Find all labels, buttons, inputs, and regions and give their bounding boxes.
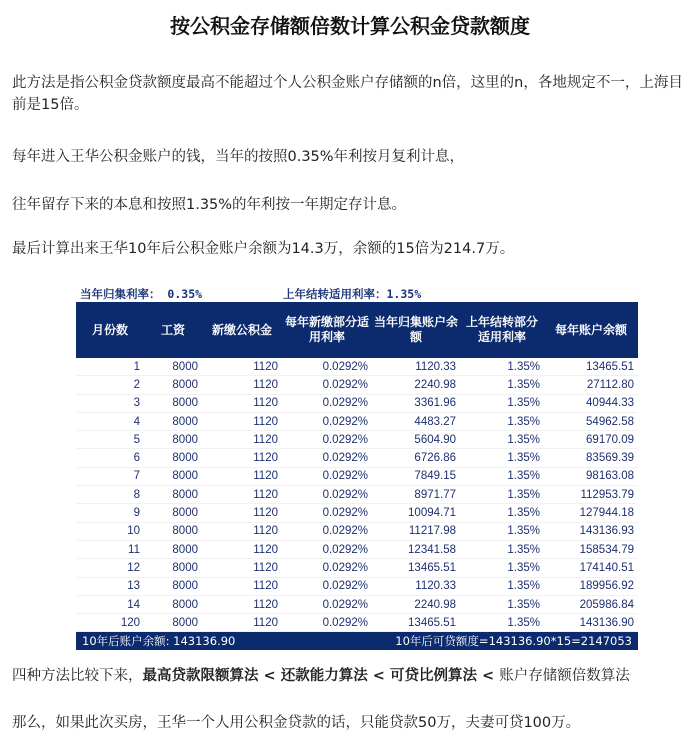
cell-new-rate: 0.0292% — [282, 412, 372, 430]
cell-annual-balance: 98163.08 — [544, 467, 638, 485]
cell-month: 13 — [76, 577, 144, 595]
cell-prior-rate: 1.35% — [460, 449, 544, 467]
cell-contribution: 1120 — [202, 449, 282, 467]
cell-contribution: 1120 — [202, 376, 282, 394]
paragraph-method-description: 此方法是指公积金贷款额度最高不能超过个人公积金账户存储额的n倍，这里的n，各地规定不一，上海目前是15倍。 — [12, 75, 683, 113]
cell-contribution: 1120 — [202, 394, 282, 412]
cell-contribution: 1120 — [202, 559, 282, 577]
rate-info-row — [78, 286, 638, 302]
cell-month: 4 — [76, 412, 144, 430]
prior-year-rate: 上年结转适用利率：1.35% — [283, 287, 422, 301]
cell-annual-balance: 143136.93 — [544, 522, 638, 540]
cell-prior-rate: 1.35% — [460, 431, 544, 449]
cell-current-balance: 6726.86 — [372, 449, 460, 467]
table-row — [76, 595, 638, 613]
cell-month: 3 — [76, 394, 144, 412]
cell-current-balance: 10094.71 — [372, 504, 460, 522]
cell-month: 12 — [76, 559, 144, 577]
cell-prior-rate: 1.35% — [460, 486, 544, 504]
cell-current-balance: 4483.27 — [372, 412, 460, 430]
comparison-suffix: 账户存储额倍数算法 — [499, 668, 630, 684]
table-row — [76, 358, 638, 376]
cell-salary: 8000 — [144, 504, 202, 522]
cell-prior-rate: 1.35% — [460, 412, 544, 430]
cell-salary: 8000 — [144, 412, 202, 430]
cell-month: 5 — [76, 431, 144, 449]
cell-annual-balance: 40944.33 — [544, 394, 638, 412]
cell-contribution: 1120 — [202, 577, 282, 595]
table-row — [76, 376, 638, 394]
cell-salary: 8000 — [144, 577, 202, 595]
cell-annual-balance: 205986.84 — [544, 595, 638, 613]
cell-contribution: 1120 — [202, 504, 282, 522]
cell-month: 14 — [76, 595, 144, 613]
cell-new-rate: 0.0292% — [282, 559, 372, 577]
cell-salary: 8000 — [144, 614, 202, 632]
table-row — [76, 412, 638, 430]
cell-new-rate: 0.0292% — [282, 431, 372, 449]
cell-current-balance: 7849.15 — [372, 467, 460, 485]
cell-new-rate: 0.0292% — [282, 577, 372, 595]
cell-salary: 8000 — [144, 595, 202, 613]
cell-prior-rate: 1.35% — [460, 394, 544, 412]
table-row — [76, 504, 638, 522]
table-footer-row — [76, 632, 638, 651]
cell-annual-balance: 174140.51 — [544, 559, 638, 577]
footer-balance: 10年后账户余额: 143136.90 — [76, 632, 282, 651]
cell-contribution: 1120 — [202, 358, 282, 376]
header-month: 月份数 — [76, 302, 144, 358]
cell-current-balance: 1120.33 — [372, 577, 460, 595]
cell-annual-balance: 69170.09 — [544, 431, 638, 449]
cell-salary: 8000 — [144, 522, 202, 540]
cell-prior-rate: 1.35% — [460, 559, 544, 577]
table-row — [76, 522, 638, 540]
cell-new-rate: 0.0292% — [282, 486, 372, 504]
cell-annual-balance: 83569.39 — [544, 449, 638, 467]
cell-salary: 8000 — [144, 559, 202, 577]
table-row — [76, 559, 638, 577]
cell-new-rate: 0.0292% — [282, 504, 372, 522]
paragraph-result: 最后计算出来王华10年后公积金账户余额为14.3万，余额的15倍为214.7万。 — [12, 241, 515, 257]
footer-loan-limit: 10年后可贷额度=143136.90*15=2147053 — [282, 632, 638, 651]
comparison-bold: 最高贷款限额算法 < 还款能力算法 < 可贷比例算法 < — [142, 668, 500, 684]
cell-current-balance: 2240.98 — [372, 595, 460, 613]
cell-salary: 8000 — [144, 376, 202, 394]
cell-month: 7 — [76, 467, 144, 485]
cell-annual-balance: 27112.80 — [544, 376, 638, 394]
cell-month: 10 — [76, 522, 144, 540]
cell-prior-rate: 1.35% — [460, 358, 544, 376]
cell-salary: 8000 — [144, 358, 202, 376]
balance-table — [76, 302, 638, 650]
cell-salary: 8000 — [144, 394, 202, 412]
table-row — [76, 449, 638, 467]
cell-new-rate: 0.0292% — [282, 467, 372, 485]
paragraph-conclusion: 那么，如果此次买房，王华一个人用公积金贷款的话，只能贷款50万，夫妻可贷100万。 — [12, 715, 581, 731]
cell-month: 120 — [76, 614, 144, 632]
cell-prior-rate: 1.35% — [460, 522, 544, 540]
cell-new-rate: 0.0292% — [282, 614, 372, 632]
table-row — [76, 614, 638, 632]
cell-annual-balance: 54962.58 — [544, 412, 638, 430]
header-current-balance: 当年归集账户余额 — [372, 302, 460, 358]
cell-prior-rate: 1.35% — [460, 540, 544, 558]
table-row — [76, 577, 638, 595]
cell-salary: 8000 — [144, 431, 202, 449]
cell-contribution: 1120 — [202, 412, 282, 430]
header-annual-balance: 每年账户余额 — [544, 302, 638, 358]
cell-salary: 8000 — [144, 467, 202, 485]
comparison-prefix: 四种方法比较下来， — [12, 668, 143, 684]
cell-new-rate: 0.0292% — [282, 376, 372, 394]
cell-month: 2 — [76, 376, 144, 394]
cell-contribution: 1120 — [202, 595, 282, 613]
header-salary: 工资 — [144, 302, 202, 358]
cell-salary: 8000 — [144, 540, 202, 558]
cell-new-rate: 0.0292% — [282, 394, 372, 412]
header-new-contribution: 新缴公积金 — [202, 302, 282, 358]
cell-current-balance: 11217.98 — [372, 522, 460, 540]
paragraph-prior-year-interest: 往年留存下来的本息和按照1.35%的年利按一年期定存计息。 — [12, 197, 407, 213]
cell-current-balance: 1120.33 — [372, 358, 460, 376]
cell-month: 1 — [76, 358, 144, 376]
cell-contribution: 1120 — [202, 486, 282, 504]
cell-new-rate: 0.0292% — [282, 358, 372, 376]
current-year-rate: 当年归集利率： 0.35% — [80, 287, 203, 301]
cell-contribution: 1120 — [202, 522, 282, 540]
cell-salary: 8000 — [144, 486, 202, 504]
cell-annual-balance: 143136.90 — [544, 614, 638, 632]
cell-prior-rate: 1.35% — [460, 595, 544, 613]
paragraph-comparison — [12, 665, 688, 687]
table-row — [76, 486, 638, 504]
cell-annual-balance: 158534.79 — [544, 540, 638, 558]
cell-month: 9 — [76, 504, 144, 522]
paragraph-current-year-interest: 每年进入王华公积金账户的钱，当年的按照0.35%年利按月复利计息， — [12, 149, 465, 165]
table-row — [76, 540, 638, 558]
table-row — [76, 431, 638, 449]
table-header-row — [76, 302, 638, 358]
cell-contribution: 1120 — [202, 431, 282, 449]
cell-prior-rate: 1.35% — [460, 577, 544, 595]
cell-month: 6 — [76, 449, 144, 467]
cell-new-rate: 0.0292% — [282, 595, 372, 613]
cell-annual-balance: 13465.51 — [544, 358, 638, 376]
cell-current-balance: 8971.77 — [372, 486, 460, 504]
table-row — [76, 467, 638, 485]
header-prior-rate: 上年结转部分适用利率 — [460, 302, 544, 358]
cell-current-balance: 5604.90 — [372, 431, 460, 449]
cell-prior-rate: 1.35% — [460, 614, 544, 632]
cell-current-balance: 13465.51 — [372, 559, 460, 577]
cell-contribution: 1120 — [202, 540, 282, 558]
cell-month: 11 — [76, 540, 144, 558]
cell-month: 8 — [76, 486, 144, 504]
header-new-rate: 每年新缴部分适用利率 — [282, 302, 372, 358]
cell-prior-rate: 1.35% — [460, 376, 544, 394]
cell-contribution: 1120 — [202, 467, 282, 485]
cell-current-balance: 13465.51 — [372, 614, 460, 632]
cell-annual-balance: 189956.92 — [544, 577, 638, 595]
cell-annual-balance: 127944.18 — [544, 504, 638, 522]
cell-current-balance: 3361.96 — [372, 394, 460, 412]
cell-annual-balance: 112953.79 — [544, 486, 638, 504]
cell-current-balance: 12341.58 — [372, 540, 460, 558]
cell-new-rate: 0.0292% — [282, 449, 372, 467]
cell-prior-rate: 1.35% — [460, 467, 544, 485]
cell-new-rate: 0.0292% — [282, 540, 372, 558]
cell-current-balance: 2240.98 — [372, 376, 460, 394]
cell-contribution: 1120 — [202, 614, 282, 632]
cell-new-rate: 0.0292% — [282, 522, 372, 540]
cell-prior-rate: 1.35% — [460, 504, 544, 522]
table-row — [76, 394, 638, 412]
article-title: 按公积金存储额倍数计算公积金贷款额度 — [170, 14, 530, 38]
cell-salary: 8000 — [144, 449, 202, 467]
